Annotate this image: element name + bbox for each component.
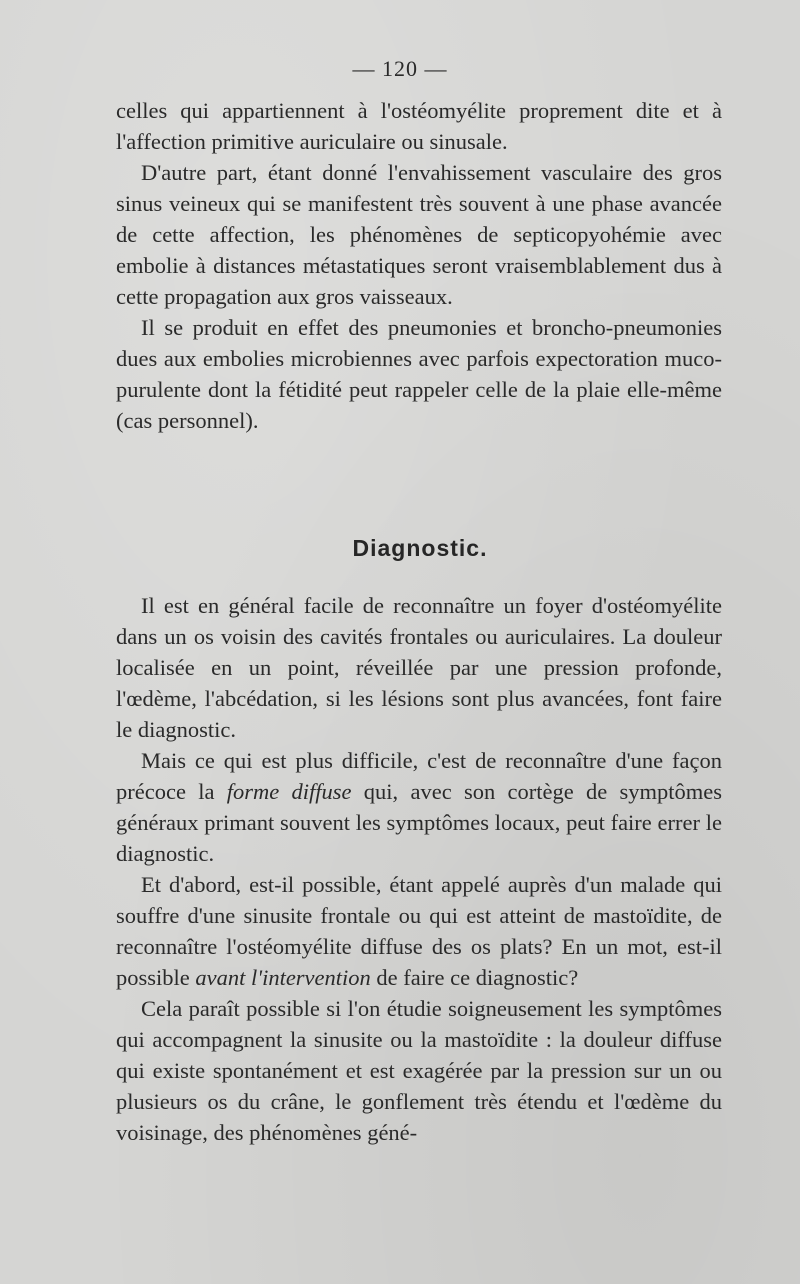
paragraph-continuation: celles qui appartiennent à l'ostéomyélite proprement dite et à l'affection primitive auriculaire ou sinusale. — [116, 98, 722, 154]
text-block-upper — [116, 95, 722, 436]
paragraph-vascular: D'autre part, étant donné l'envahissement vasculaire des gros sinus veineux qui se manifestent très souvent à une phase avancée de cette affection, les phénomènes de septicopyohémie avec embolie à distances métastatiques seront vraisemblablement dus à cette propagation aux gros vaisseaux. — [116, 160, 722, 309]
paragraph-symptoms: Cela paraît possible si l'on étudie soigneusement les symptômes qui accompagnent la sinusite ou la mastoïdite : la douleur diffuse qui existe spontanément et est exagérée par la pression sur un ou plusieurs os du crâne, le gonflement très étendu et l'œdème du voisinage, des phénomènes géné- — [116, 996, 722, 1145]
text-run: Et d'abord, est-il possible, étant appelé auprès d'un malade qui souffre d'une sinusite frontale ou qui est atteint de mastoïdite, de reconnaître l'ostéomyélite diffuse des os plats? En un mot, est-il possible — [116, 872, 722, 990]
italic-term: forme diffuse — [226, 779, 352, 804]
paragraph-pneumonia: Il se produit en effet des pneumonies et broncho-pneumonies dues aux embolies microbiennes avec parfois expectoration muco-purulente dont la fétidité peut rappeler celle de la plaie elle-même (cas personnel). — [116, 315, 722, 433]
section-heading: Diagnostic. — [352, 535, 488, 561]
page-number: — 120 — — [352, 56, 448, 81]
italic-term: avant l'intervention — [195, 965, 371, 990]
paragraph-easy-diagnosis: Il est en général facile de reconnaître un foyer d'ostéomyélite dans un os voisin des cavités frontales ou auriculaires. La douleur localisée en un point, réveillée par une pression profonde, l'œdème, l'abcédation, si les lésions sont plus avancées, font faire le diagnostic. — [116, 593, 722, 742]
text-run: de faire ce diagnostic? — [370, 965, 579, 990]
text-run: qui, avec son cortège de symptômes généraux primant souvent les symptômes locaux, peut faire errer le diagnostic. — [116, 779, 722, 866]
text-run: Mais ce qui est plus difficile, c'est de reconnaître d'une façon précoce la — [116, 748, 722, 804]
paragraph-difficult-diagnosis — [116, 745, 722, 869]
text-block-lower — [116, 590, 722, 1148]
paragraph-question — [116, 869, 722, 993]
